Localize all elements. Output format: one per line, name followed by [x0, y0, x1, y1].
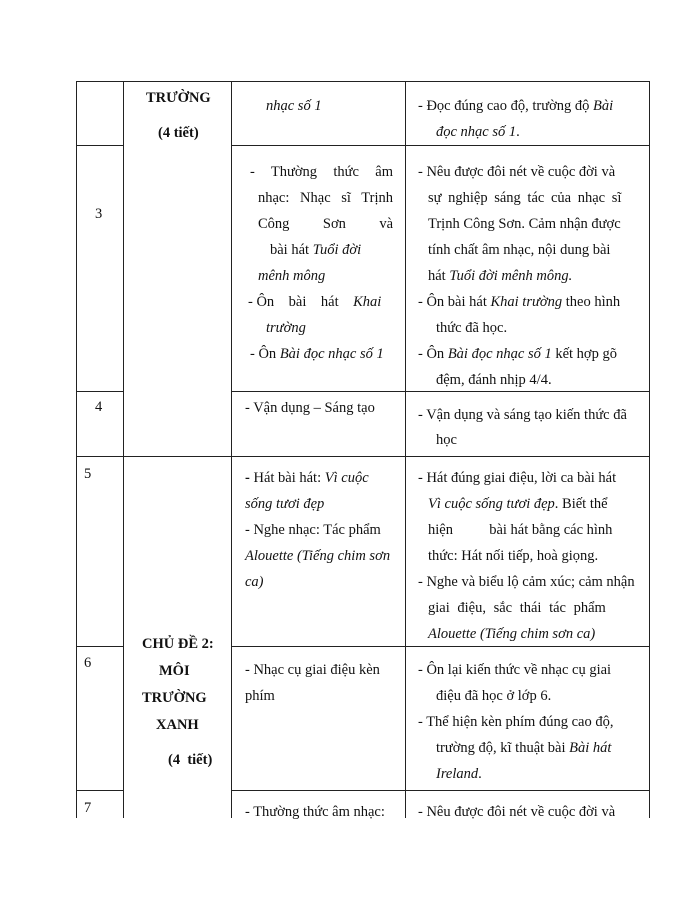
table-right-border	[649, 81, 650, 818]
goal-line: hát Tuổi đời mênh mông.	[428, 268, 573, 284]
row-divider	[76, 145, 124, 146]
content-line: - Nghe nhạc: Tác phẩm	[245, 522, 381, 538]
topic-title-line: TRƯỜNG	[142, 690, 207, 706]
content-line: phím	[245, 688, 275, 704]
row-divider	[231, 646, 650, 647]
table-left-border	[76, 81, 77, 818]
goal-line: Ireland.	[436, 766, 482, 782]
goal-line: đệm, đánh nhịp 4/4.	[436, 372, 552, 388]
goal-line: điệu đã học ở lớp 6.	[436, 688, 552, 704]
content-line: ca)	[245, 574, 264, 590]
topic-title-line: MÔI	[159, 663, 190, 679]
goal-column-divider	[405, 81, 406, 818]
topic-title-line: CHỦ ĐỀ 2:	[142, 636, 214, 652]
content-line: mênh mông	[258, 268, 326, 284]
content-line: - Nhạc cụ giai điệu kèn	[245, 662, 380, 678]
content-text: - Vận dụng – Sáng tạo	[245, 400, 375, 416]
content-line: - Thường thức âm	[250, 164, 393, 180]
goal-line: Alouette (Tiếng chim sơn ca)	[428, 626, 596, 642]
row-divider	[231, 391, 650, 392]
row-number: 4	[95, 399, 103, 415]
row-number: 5	[84, 466, 92, 482]
content-line: nhạc: Nhạc sĩ Trịnh	[258, 190, 393, 206]
content-line: - Ôn Bài đọc nhạc số 1	[250, 346, 384, 362]
goal-line: trường độ, kĩ thuật bài Bài hát	[436, 740, 612, 756]
goal-line: tính chất âm nhạc, nội dung bài	[428, 242, 611, 258]
goal-line: - Vận dụng và sáng tạo kiến thức đã	[418, 407, 627, 423]
goal-line: Trịnh Công Sơn. Cảm nhận được	[428, 216, 621, 232]
goal-line: - Thể hiện kèn phím đúng cao độ,	[418, 714, 614, 730]
goal-line: - Ôn Bài đọc nhạc số 1 kết hợp gõ	[418, 346, 617, 362]
content-line: trường	[266, 320, 306, 336]
table-top-border	[76, 81, 650, 82]
topic-periods: (4 tiết)	[158, 125, 199, 141]
content-text: - Thường thức âm nhạc:	[245, 804, 385, 820]
content-column-divider	[231, 81, 232, 818]
row-divider	[76, 391, 124, 392]
row-divider	[76, 790, 124, 791]
goal-line: Vì cuộc sống tươi đẹp. Biết thể	[428, 496, 608, 512]
row-divider	[231, 145, 650, 146]
row-number: 7	[84, 800, 92, 816]
content-line: - Hát bài hát: Vì cuộc	[245, 470, 369, 486]
goal-line: giai điệu, sắc thái tác phẩm	[428, 600, 606, 616]
row-divider	[76, 456, 650, 457]
row-number: 6	[84, 655, 92, 671]
row-number: 3	[95, 206, 103, 222]
goal-line: - Ôn lại kiến thức về nhạc cụ giai	[418, 662, 612, 678]
topic-title-line: TRƯỜNG	[146, 90, 211, 106]
goal-line: - Nghe và biểu lộ cảm xúc; cảm nhận	[418, 574, 635, 590]
content-line: Công Sơn và	[258, 216, 393, 232]
goal-line: - Nêu được đôi nét về cuộc đời và	[418, 804, 616, 820]
goal-line: học	[436, 432, 457, 448]
row-divider	[76, 646, 124, 647]
content-text: nhạc số 1	[266, 98, 322, 114]
content-line: - Ôn bài hát Khai	[248, 294, 382, 310]
goal-line: sự nghiệp sáng tác của nhạc sĩ	[428, 190, 622, 206]
topic-periods: (4 tiết)	[168, 752, 213, 768]
goal-line: thức đã học.	[436, 320, 508, 336]
goal-line: - Ôn bài hát Khai trường theo hình	[418, 294, 621, 310]
topic-title-line: XANH	[156, 717, 199, 733]
content-line: Alouette (Tiếng chim sơn	[245, 548, 391, 564]
goal-line: - Hát đúng giai điệu, lời ca bài hát	[418, 470, 617, 486]
goal-line: - Nêu được đôi nét về cuộc đời và	[418, 164, 616, 180]
goal-line: đọc nhạc số 1.	[436, 124, 520, 140]
row-divider	[231, 790, 650, 791]
goal-line: - Đọc đúng cao độ, trường độ Bài	[418, 98, 614, 114]
content-line: bài hát Tuổi đời	[270, 242, 362, 258]
content-line: sống tươi đẹp	[245, 496, 325, 512]
goal-line: thức: Hát nối tiếp, hoà giọng.	[428, 548, 599, 564]
goal-line: hiện bài hát bằng các hình	[428, 522, 613, 538]
topic-column-divider	[123, 81, 124, 818]
